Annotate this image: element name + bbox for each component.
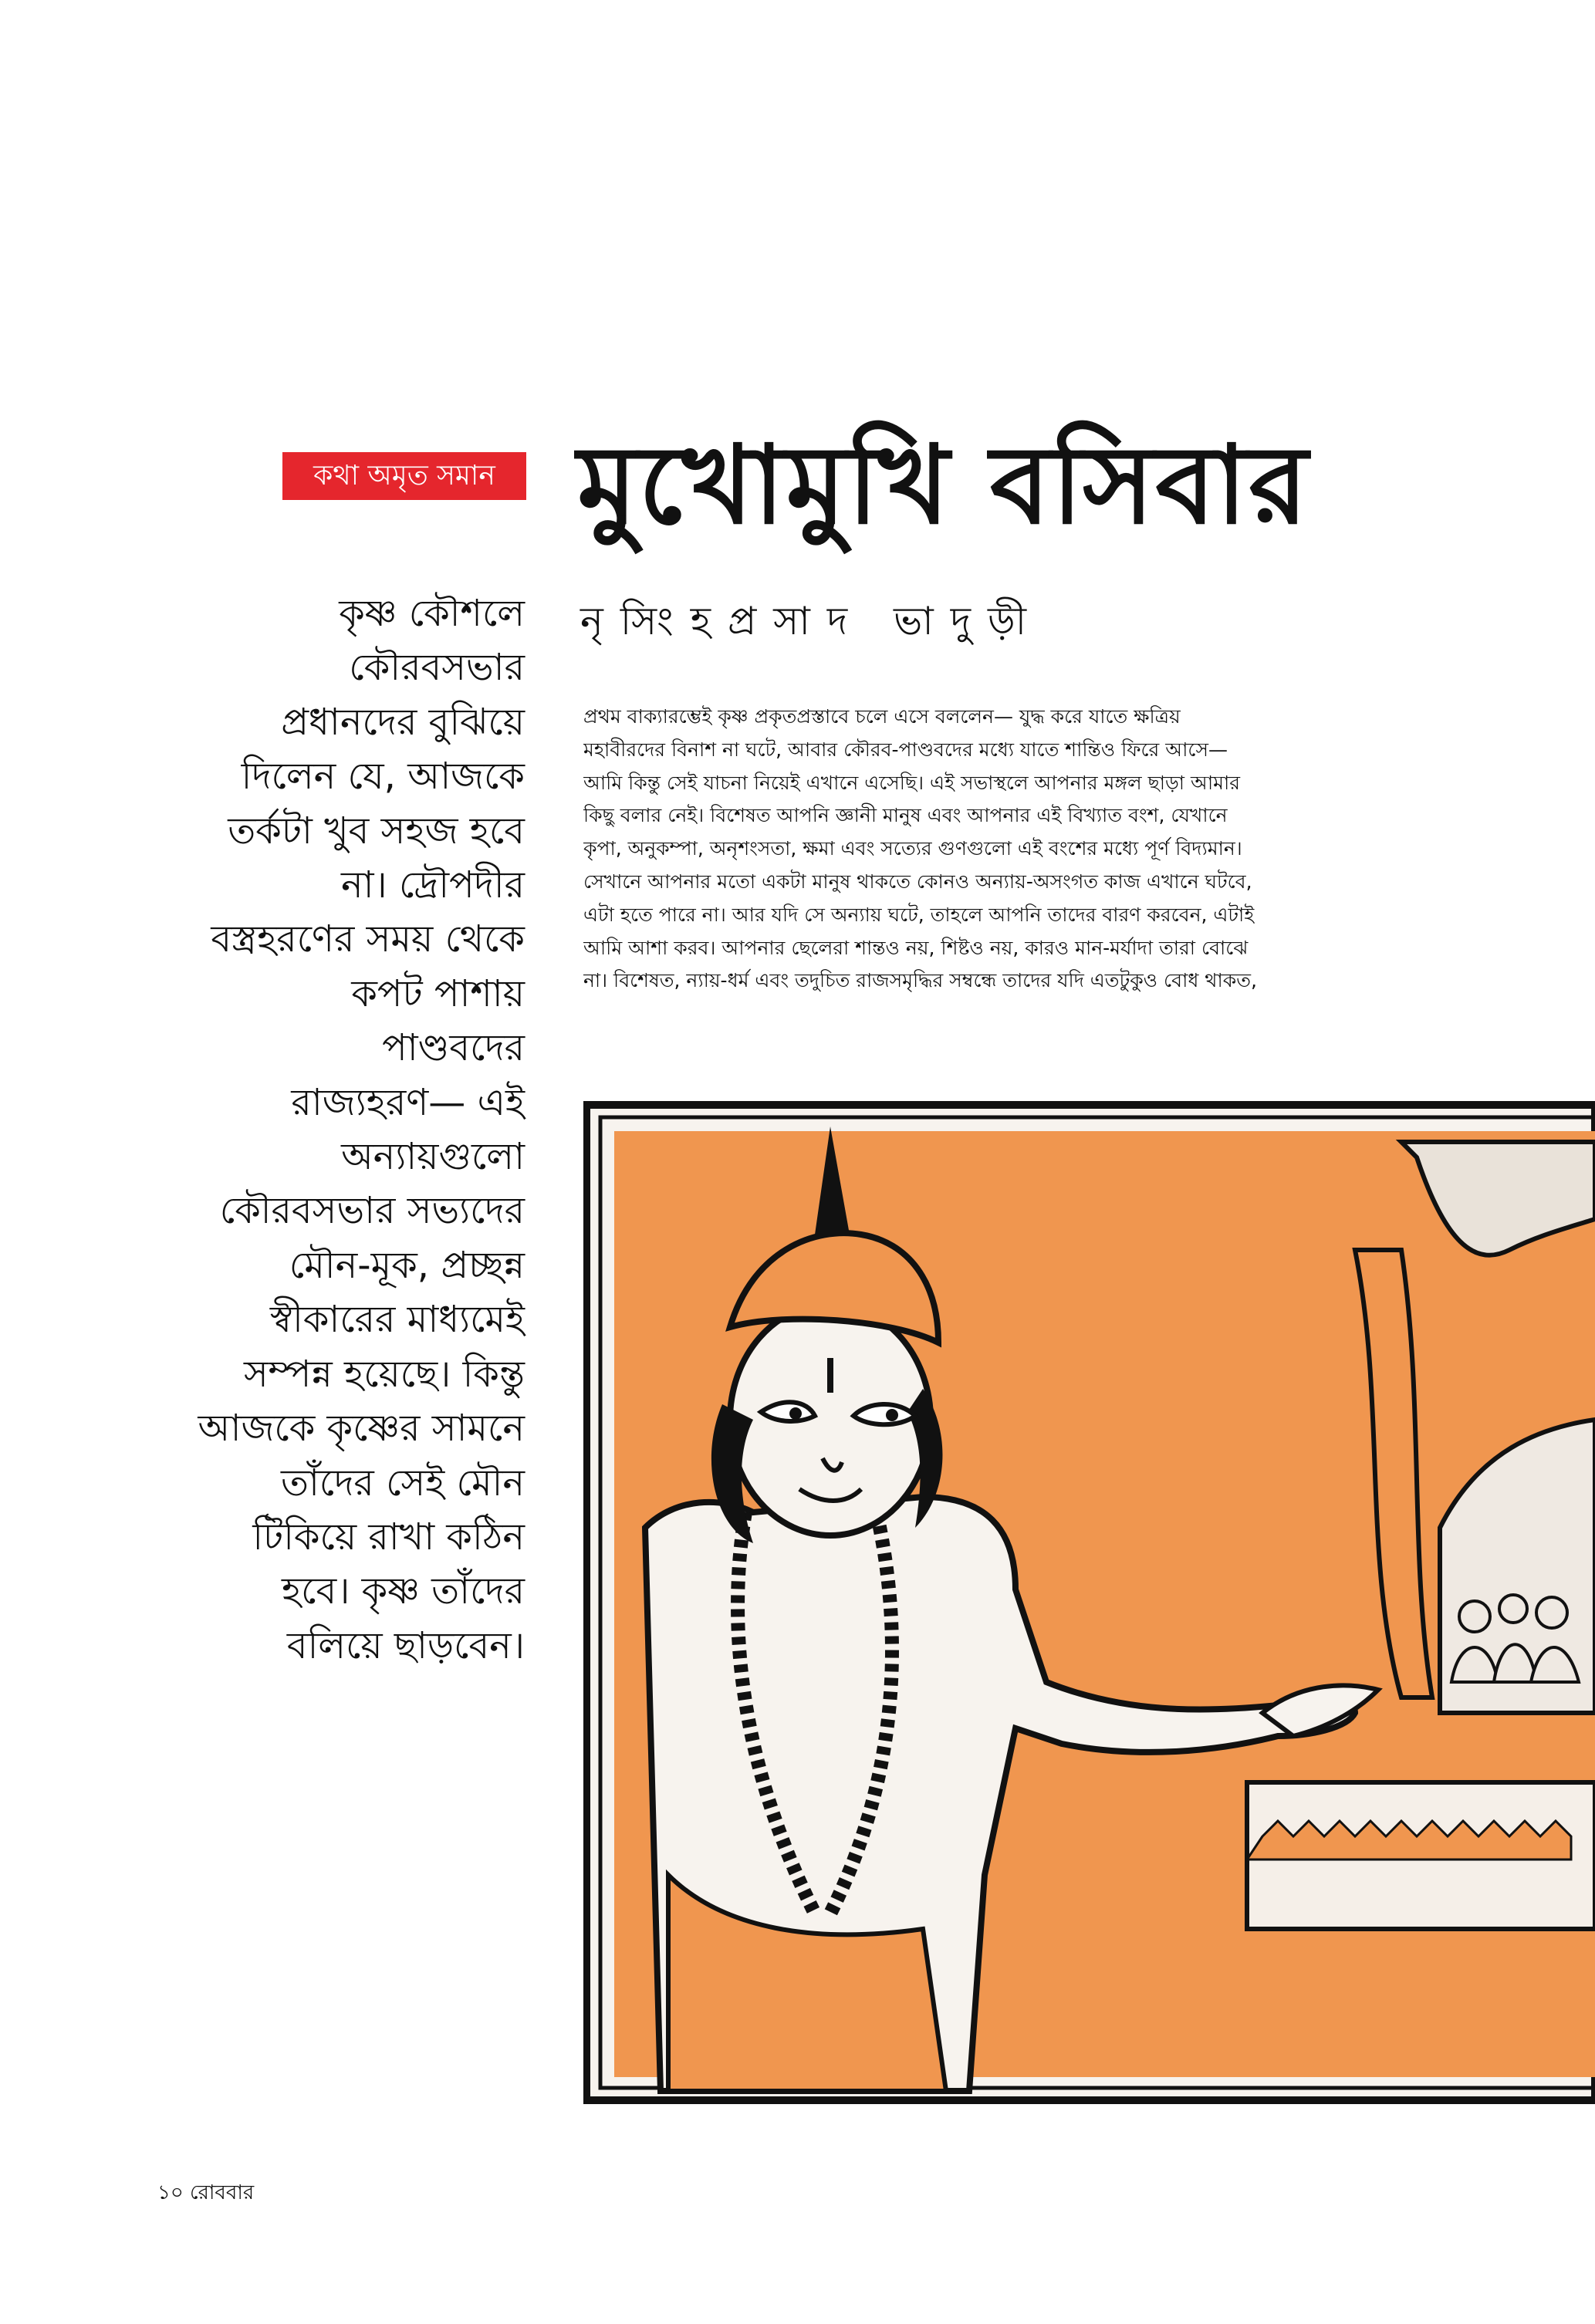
illustration [583,1096,1595,2106]
pull-quote-line: বলিয়ে ছাড়বেন। [286,1623,525,1667]
pull-quote-line: হবে। কৃষ্ণ তাঁদের [281,1569,525,1613]
body-text [583,701,1579,998]
body-line: না। বিশেষত, ন্যায়-ধর্ম এবং তদুচিত রাজসমৃদ্ধির সম্বন্ধে তাদের যদি এতটুকুও বোধ থাকত, [583,969,1257,992]
pull-quote-line: অন্যায়গুলো [341,1135,525,1179]
pull-quote-line: প্রধানদের বুঝিয়ে [281,700,525,744]
headline: মুখোমুখি বসিবার [577,423,1309,549]
pull-quote-line: কপট পাশায় [351,971,525,1015]
pull-quote-line: টিকিয়ে রাখা কঠিন [252,1515,525,1559]
pull-quote-line: দিলেন যে, আজকে [241,755,525,799]
pull-quote-line: কৃষ্ণ কৌশলে [339,592,525,635]
body-line: আমি আশা করব। আপনার ছেলেরা শান্তও নয়, শিষ্টও নয়, কারও মান-মর্যাদা তারা বোঝে [583,936,1249,959]
pull-quote-line: আজকে কৃষ্ণের সামনে [198,1407,525,1451]
body-line: কিছু বলার নেই। বিশেষত আপনি জ্ঞানী মানুষ এবং আপনার এই বিখ্যাত বংশ, যেখানে [583,804,1228,827]
body-line: আমি কিন্তু সেই যাচনা নিয়েই এখানে এসেছি। এই সভাস্থলে আপনার মঙ্গল ছাড়া আমার [583,771,1241,794]
section-tag: কথা অমৃত সমান [282,452,526,500]
pull-quote-line: কৌরবসভার সভ্যদের [219,1189,525,1233]
eye-right [853,1404,915,1424]
pull-quote-line: বস্ত্রহরণের সময় থেকে [211,917,525,961]
pull-quote-line: তর্কটা খুব সহজ হবে [228,809,525,853]
pull-quote-line: রাজ্যহরণ— এই [291,1080,525,1124]
pull-quote-line: না। দ্রৌপদীর [340,863,525,907]
body-line: এটা হতে পারে না। আর যদি সে অন্যায় ঘটে, তাহলে আপনি তাদের বারণ করবেন, এটাই [583,903,1255,926]
body-line: সেখানে আপনার মতো একটা মানুষ থাকতে কোনও অন্যায়-অসংগত কাজ এখানে ঘটবে, [583,870,1252,893]
page-folio: ১০ রোববার [157,2181,255,2204]
pull-quote-line: স্বীকারের মাধ্যমেই [269,1298,525,1342]
pull-quote-line: তাঁদের সেই মৌন [280,1461,525,1505]
byline: নৃসিংহপ্রসাদ ভাদুড়ী [580,599,1044,643]
pull-quote-line: কৌরবসভার [349,646,525,690]
pull-quote-line: সম্পন্ন হয়েছে। কিন্তু [244,1352,525,1396]
eye-left [761,1402,815,1421]
krishna-illustration [583,1096,1595,2106]
pull-quote [123,586,525,1673]
body-line: প্রথম বাক্যারম্ভেই কৃষ্ণ প্রকৃতপ্রস্তাবে চলে এসে বললেন— যুদ্ধ করে যাতে ক্ষত্রিয় [583,705,1181,728]
body-line: কৃপা, অনুকম্পা, অনৃশংসতা, ক্ষমা এবং সত্যের গুণগুলো এই বংশের মধ্যে পূর্ণ বিদ্যমান। [583,837,1242,860]
pull-quote-line: মৌন-মূক, প্রচ্ছন্ন [289,1243,525,1287]
body-line: মহাবীরদের বিনাশ না ঘটে, আবার কৌরব-পাণ্ডবদের মধ্যে যাতে শান্তিও ফিরে আসে— [583,738,1228,761]
pull-quote-line: পাণ্ডবদের [382,1026,525,1070]
